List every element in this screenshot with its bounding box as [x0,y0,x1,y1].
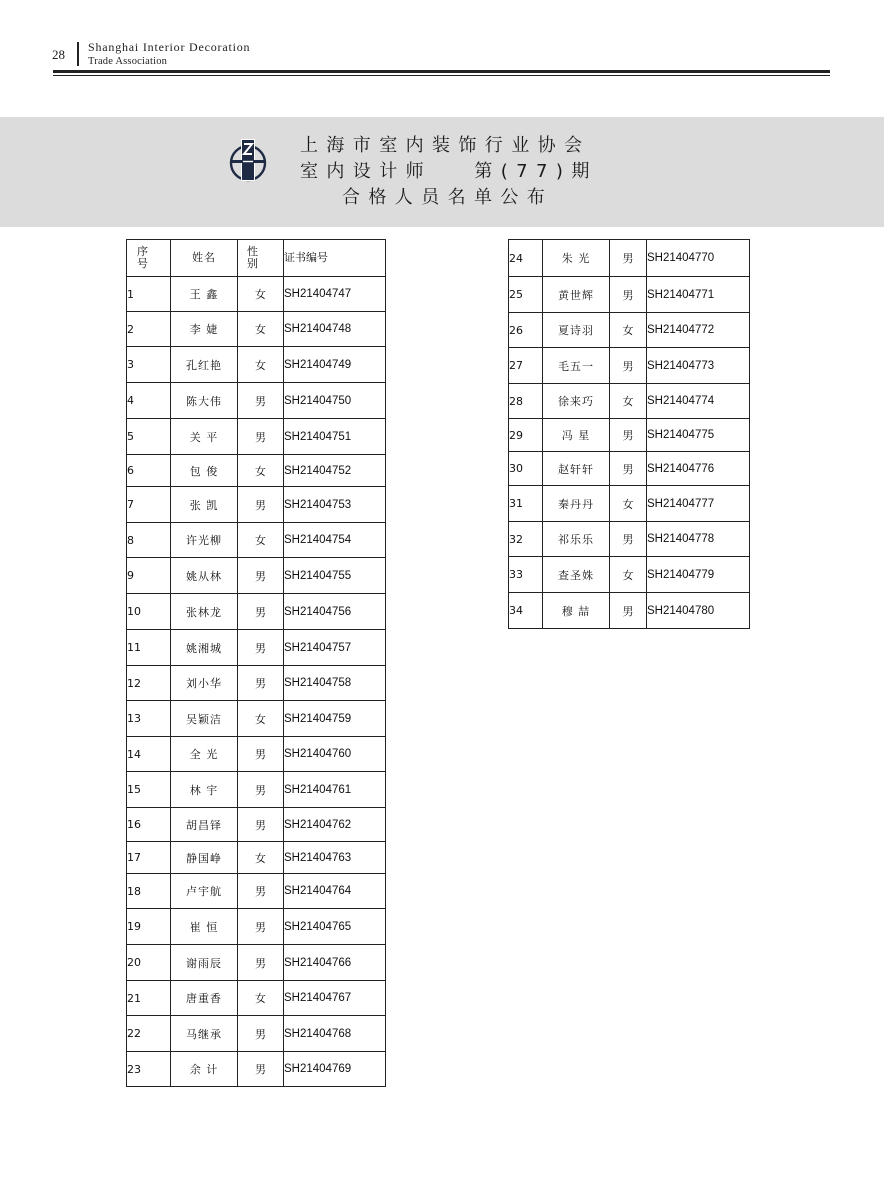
cell-certificate-number: SH21404773 [647,348,750,384]
cell-serial-number: 8 [127,523,171,558]
table-row [127,808,386,842]
cell-certificate-number: SH21404765 [284,909,386,945]
table-row [127,594,386,630]
cell-gender: 女 [238,347,284,383]
cell-name: 胡昌铎 [171,808,238,842]
cell-gender: 男 [610,277,647,313]
header-divider [77,42,79,66]
table-row [509,593,750,629]
cell-gender: 男 [238,630,284,666]
table-row [127,909,386,945]
cell-certificate-number: SH21404749 [284,347,386,383]
cell-serial-number: 17 [127,842,171,874]
cell-gender: 女 [238,701,284,737]
cell-serial-number: 4 [127,383,171,419]
cell-gender: 男 [238,808,284,842]
cell-certificate-number: SH21404753 [284,487,386,523]
cell-serial-number: 31 [509,486,543,522]
cell-certificate-number: SH21404768 [284,1016,386,1052]
cell-gender: 男 [610,452,647,486]
cell-gender: 男 [238,383,284,419]
cell-name: 穆 喆 [543,593,610,629]
cell-name: 张林龙 [171,594,238,630]
cell-certificate-number: SH21404754 [284,523,386,558]
cell-serial-number: 34 [509,593,543,629]
org-name-line2: Trade Association [88,56,168,67]
cell-serial-number: 25 [509,277,543,313]
cell-serial-number: 26 [509,313,543,348]
table-row [127,666,386,701]
cell-serial-number: 23 [127,1052,171,1087]
table-row [509,419,750,452]
cell-serial-number: 21 [127,981,171,1016]
cell-name: 赵轩轩 [543,452,610,486]
header-certificate-number: 证书编号 [284,240,386,277]
cell-gender: 男 [610,593,647,629]
table-row [127,630,386,666]
cell-name: 朱 光 [543,240,610,277]
cell-certificate-number: SH21404774 [647,384,750,419]
cell-certificate-number: SH21404748 [284,312,386,347]
cell-name: 吴颖洁 [171,701,238,737]
table-row [127,277,386,312]
cell-certificate-number: SH21404757 [284,630,386,666]
cell-gender: 男 [238,945,284,981]
cell-certificate-number: SH21404758 [284,666,386,701]
table-row [127,945,386,981]
cell-certificate-number: SH21404763 [284,842,386,874]
cell-serial-number: 3 [127,347,171,383]
table-row [127,981,386,1016]
cell-gender: 男 [238,1016,284,1052]
cell-serial-number: 28 [509,384,543,419]
table-row [509,277,750,313]
cell-gender: 女 [238,981,284,1016]
cell-serial-number: 10 [127,594,171,630]
cell-serial-number: 29 [509,419,543,452]
cell-name: 林 宇 [171,772,238,808]
cell-certificate-number: SH21404777 [647,486,750,522]
table-row [127,558,386,594]
cell-gender: 女 [610,384,647,419]
cell-serial-number: 33 [509,557,543,593]
cell-serial-number: 2 [127,312,171,347]
header-name: 姓名 [171,240,238,277]
table-row [509,452,750,486]
cell-gender: 男 [610,240,647,277]
cell-gender: 男 [610,522,647,557]
roster-table-left [126,239,386,1087]
cell-name: 夏诗羽 [543,313,610,348]
cell-serial-number: 5 [127,419,171,455]
table-row [127,455,386,487]
cell-name: 谢雨辰 [171,945,238,981]
cell-gender: 男 [610,348,647,384]
cell-name: 卢宇航 [171,874,238,909]
cell-serial-number: 30 [509,452,543,486]
cell-name: 许光柳 [171,523,238,558]
cell-name: 刘小华 [171,666,238,701]
publication-header [88,40,250,68]
cell-name: 张 凯 [171,487,238,523]
cell-serial-number: 14 [127,737,171,772]
cell-name: 崔 恒 [171,909,238,945]
cell-name: 马继承 [171,1016,238,1052]
cell-name: 唐重香 [171,981,238,1016]
cell-gender: 男 [238,419,284,455]
cell-certificate-number: SH21404764 [284,874,386,909]
cell-certificate-number: SH21404779 [647,557,750,593]
cell-name: 毛五一 [543,348,610,384]
table-row [127,1052,386,1087]
table-row [509,313,750,348]
cell-name: 徐来巧 [543,384,610,419]
table-row [127,419,386,455]
cell-gender: 男 [238,772,284,808]
cell-gender: 女 [238,277,284,312]
table-header-row [127,240,386,277]
cell-serial-number: 11 [127,630,171,666]
cell-serial-number: 24 [509,240,543,277]
cell-serial-number: 7 [127,487,171,523]
cell-certificate-number: SH21404778 [647,522,750,557]
cell-name: 陈大伟 [171,383,238,419]
cell-serial-number: 6 [127,455,171,487]
cell-gender: 男 [238,666,284,701]
cell-serial-number: 15 [127,772,171,808]
cell-name: 包 俊 [171,455,238,487]
cell-certificate-number: SH21404772 [647,313,750,348]
table-row [509,348,750,384]
cell-name: 关 平 [171,419,238,455]
cell-serial-number: 16 [127,808,171,842]
cell-gender: 男 [610,419,647,452]
cell-certificate-number: SH21404762 [284,808,386,842]
cell-certificate-number: SH21404752 [284,455,386,487]
table-row [127,874,386,909]
table-row [127,487,386,523]
cell-serial-number: 19 [127,909,171,945]
cell-gender: 女 [238,455,284,487]
announcement-title [300,133,598,211]
cell-gender: 女 [238,312,284,347]
cell-gender: 男 [238,558,284,594]
cell-serial-number: 18 [127,874,171,909]
cell-gender: 男 [238,1052,284,1087]
cell-gender: 男 [238,874,284,909]
cell-gender: 女 [610,557,647,593]
cell-name: 姚从林 [171,558,238,594]
cell-certificate-number: SH21404750 [284,383,386,419]
cell-name: 李 婕 [171,312,238,347]
cell-name: 余 计 [171,1052,238,1087]
cell-certificate-number: SH21404759 [284,701,386,737]
title-line-roster: 合格人员名单公布 [342,187,554,208]
table-row [509,486,750,522]
cell-certificate-number: SH21404771 [647,277,750,313]
table-row [509,557,750,593]
cell-serial-number: 1 [127,277,171,312]
cell-name: 黄世辉 [543,277,610,313]
cell-certificate-number: SH21404767 [284,981,386,1016]
cell-name: 查圣姝 [543,557,610,593]
roster-table-right [508,239,750,629]
table-row [127,347,386,383]
cell-serial-number: 13 [127,701,171,737]
cell-gender: 男 [238,487,284,523]
cell-certificate-number: SH21404775 [647,419,750,452]
cell-gender: 女 [238,842,284,874]
table-row [127,737,386,772]
cell-gender: 男 [238,737,284,772]
cell-gender: 女 [238,523,284,558]
header-rule-thick [53,70,830,73]
cell-gender: 男 [238,594,284,630]
header-gender: 性 别 [238,240,284,277]
table-row [509,384,750,419]
cell-serial-number: 9 [127,558,171,594]
cell-certificate-number: SH21404766 [284,945,386,981]
cell-certificate-number: SH21404780 [647,593,750,629]
table-row [509,522,750,557]
cell-name: 姚湘城 [171,630,238,666]
cell-gender: 女 [610,313,647,348]
table-row [127,1016,386,1052]
cell-certificate-number: SH21404760 [284,737,386,772]
cell-gender: 女 [610,486,647,522]
cell-serial-number: 27 [509,348,543,384]
table-row [509,240,750,277]
table-row [127,523,386,558]
cell-gender: 男 [238,909,284,945]
org-name-line1: Shanghai Interior Decoration [88,40,251,54]
cell-serial-number: 20 [127,945,171,981]
table-row [127,383,386,419]
cell-serial-number: 12 [127,666,171,701]
cell-certificate-number: SH21404755 [284,558,386,594]
cell-certificate-number: SH21404761 [284,772,386,808]
header-serial-number: 序 号 [127,240,171,277]
table-row [127,842,386,874]
table-row [127,772,386,808]
table-row [127,701,386,737]
cell-certificate-number: SH21404751 [284,419,386,455]
cell-name: 全 光 [171,737,238,772]
cell-certificate-number: SH21404756 [284,594,386,630]
title-line-association: 上海市室内装饰行业协会 [300,135,591,156]
title-line-session: 室内设计师 第(77)期 [300,161,598,182]
cell-name: 王 鑫 [171,277,238,312]
header-rule-thin [53,75,830,76]
cell-name: 冯 星 [543,419,610,452]
cell-serial-number: 22 [127,1016,171,1052]
cell-certificate-number: SH21404770 [647,240,750,277]
cell-name: 祁乐乐 [543,522,610,557]
table-row [127,312,386,347]
association-logo-icon [226,137,270,183]
cell-name: 静国峥 [171,842,238,874]
cell-certificate-number: SH21404769 [284,1052,386,1087]
cell-serial-number: 32 [509,522,543,557]
cell-certificate-number: SH21404747 [284,277,386,312]
cell-name: 孔红艳 [171,347,238,383]
cell-name: 秦丹丹 [543,486,610,522]
cell-certificate-number: SH21404776 [647,452,750,486]
page-number: 28 [52,47,65,62]
